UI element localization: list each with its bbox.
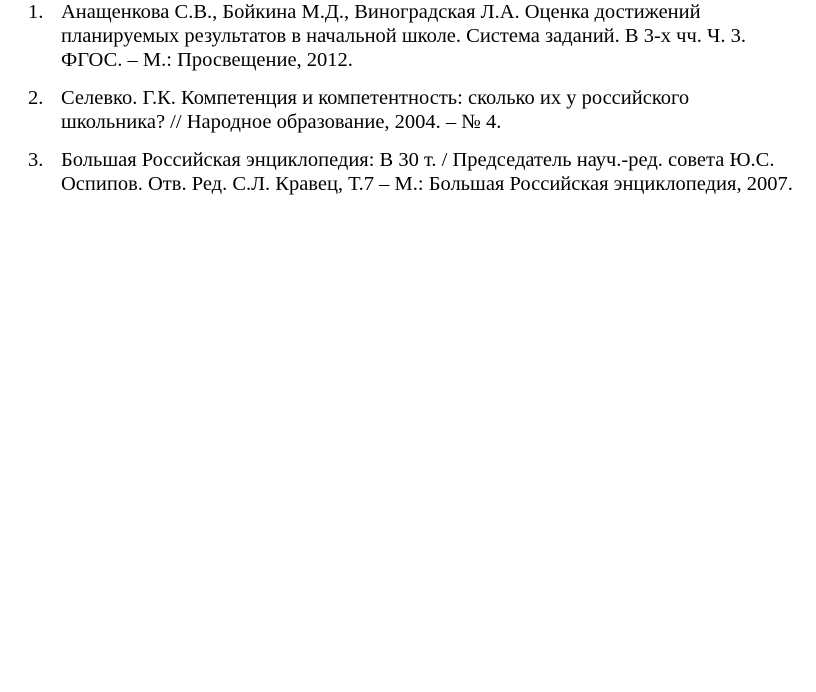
reference-text-line: Оспипов. Отв. Ред. С.Л. Кравец, Т.7 – М.: Большая Российская энциклопедия, 2007. xyxy=(61,173,793,195)
reference-text-line: Анащенкова С.В., Бойкина М.Д., Виноградская Л.А. Оценка достижений xyxy=(61,1,701,23)
reference-number: 2. xyxy=(28,87,44,109)
reference-number: 1. xyxy=(28,1,44,23)
reference-item xyxy=(28,148,816,196)
reference-item xyxy=(28,0,816,72)
reference-text-line: планируемых результатов в начальной школе. Система заданий. В 3-х чч. Ч. 3. xyxy=(61,25,746,47)
reference-item xyxy=(28,86,816,134)
reference-text-line: ФГОС. – М.: Просвещение, 2012. xyxy=(61,49,353,71)
reference-text-line: Большая Российская энциклопедия: В 30 т. / Председатель науч.-ред. совета Ю.С. xyxy=(61,149,775,171)
reference-text-line: школьника? // Народное образование, 2004. – № 4. xyxy=(61,111,502,133)
reference-text-line: Селевко. Г.К. Компетенция и компетентность: сколько их у российского xyxy=(61,87,690,109)
reference-list xyxy=(28,0,816,210)
reference-number: 3. xyxy=(28,149,44,171)
